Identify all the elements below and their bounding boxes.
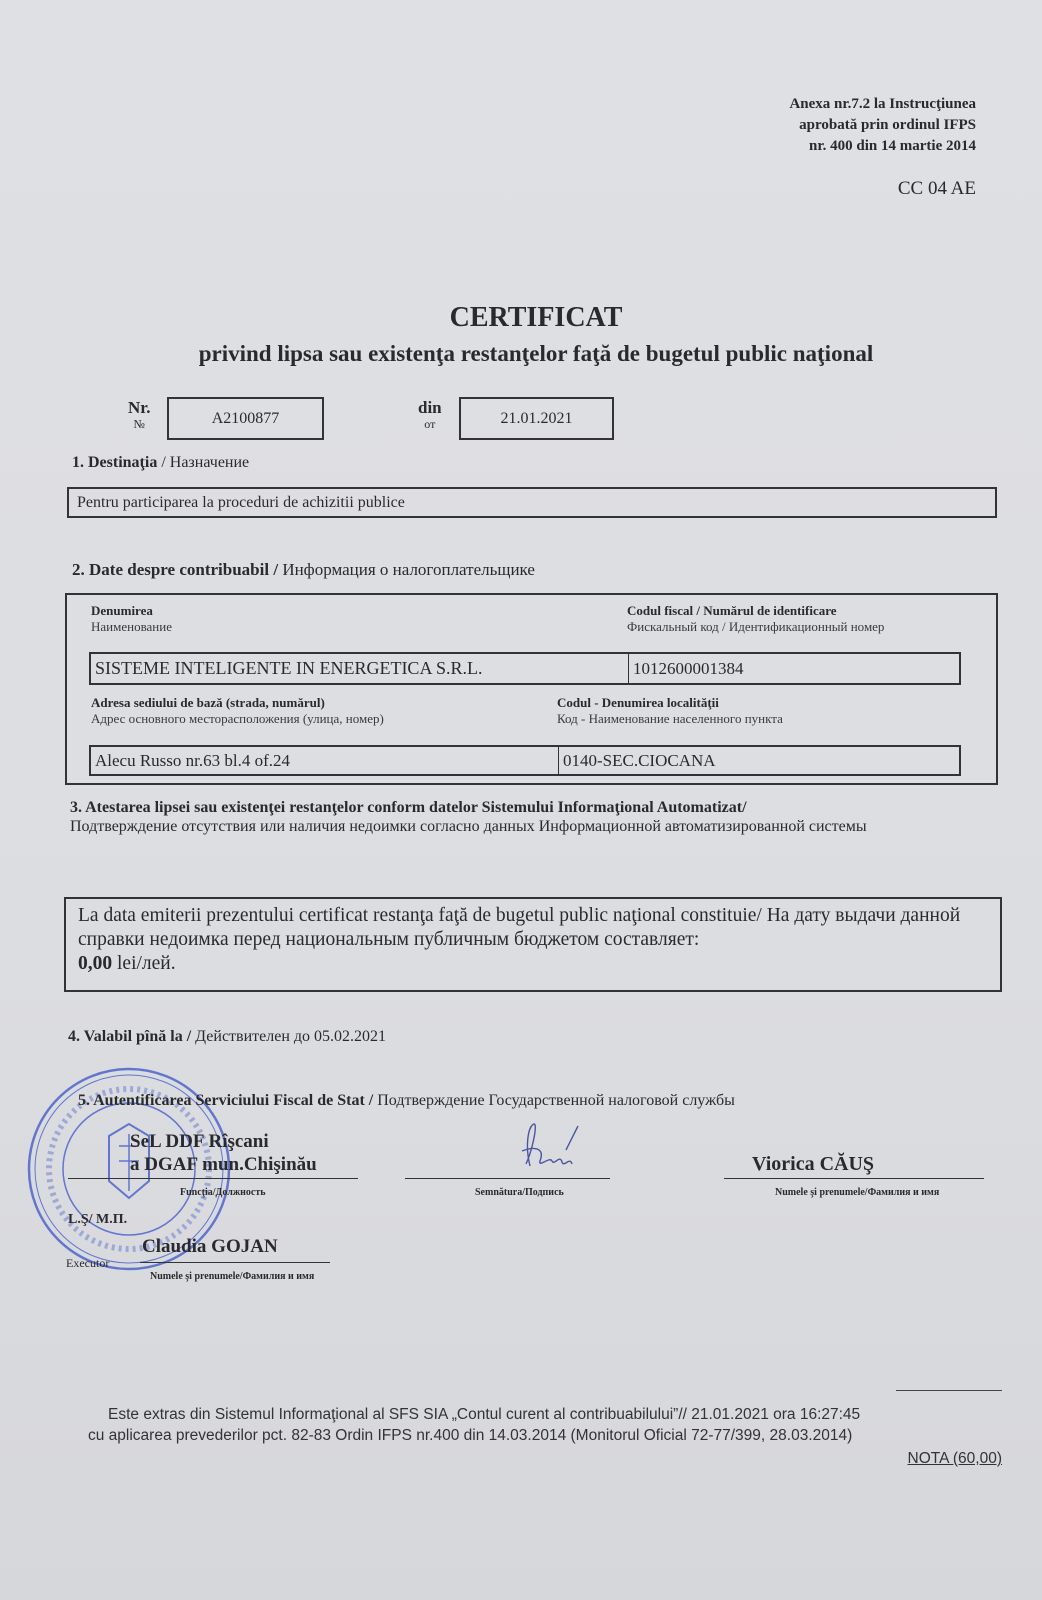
locality-value: 0140-SEC.CIOCANA [563,750,716,770]
number-label-ru: № [133,417,145,431]
locality-label-ru: Код - Наименование населенного пункта [557,711,783,726]
signature [500,1116,610,1176]
date-label-ro: din [418,398,442,417]
function-line1: SeL DDF Rîşcani [130,1131,269,1152]
annex-line: Anexa nr.7.2 la Instrucţiunea [789,96,976,112]
signature-line [405,1178,610,1179]
fiscal-label-ru: Фискальный код / Идентификационный номер [627,619,885,634]
document-title: CERTIFICAT [449,302,623,333]
certificate-date: 21.01.2021 [459,397,614,440]
address-label-ru: Адрес основного месторасположения (улица, номер) [91,711,384,726]
section2-title-ru: Информация о налогоплательщике [282,560,535,579]
currency: lei/лей. [112,953,176,974]
section4-heading [68,1027,386,1046]
taxpayer-info-box [65,593,998,785]
official-name: Viorica CĂUŞ [752,1153,875,1175]
footer-line1: Este extras din Sistemul Informaţional al SFS SIA „Contul curent al contribuabilului”// 21.01.2021 ora 16:27:45 [108,1406,861,1423]
fiscal-label: Codul fiscal / Numărul de identificare [627,603,837,618]
executor-label: Executor [66,1256,110,1270]
date-label [418,398,442,431]
section1-title: 1. Destinaţia [72,454,158,471]
seal-place-label: L.Ş/ М.П. [68,1212,128,1227]
section5-title-ru: Подтверждение Государственной налоговой службы [377,1092,735,1109]
executor-name-label: Numele şi prenumele/Фамилия и имя [150,1271,315,1282]
company-name: SISTEME INTELIGENTE IN ENERGETICA S.R.L. [91,654,629,683]
official-name-label: Numele şi prenumele/Фамилия и имя [775,1187,940,1198]
form-code: CC 04 AE [897,178,976,199]
valid-until: Действителен до 05.02.2021 [195,1028,387,1045]
section3-title-ru: Подтверждение отсутствия или наличия недоимки согласно данных Информационной автоматизированной системы [70,818,867,835]
function-line2: a DGAF mun.Chişinău [130,1154,317,1175]
annex-reference [789,94,976,157]
section5-heading [78,1091,735,1110]
nota-fee: NOTA (60,00) [907,1450,1002,1467]
address-label: Adresa sediului de bază (strada, numărul) [91,695,325,710]
debt-statement-box [64,897,1002,992]
address-row [89,745,961,776]
footer-line2: cu aplicarea prevederilor pct. 82-83 Ordin IFPS nr.400 din 14.03.2014 (Monitorul Oficial 72-77/399, 28.03.2014) [88,1427,853,1444]
annex-line: nr. 400 din 14 martie 2014 [809,138,976,154]
fiscal-code: 1012600001384 [633,658,744,678]
locality-label: Codul - Denumirea localităţii [557,695,719,710]
section4-title: 4. Valabil pînă la / [68,1028,192,1045]
document-subtitle: privind lipsa sau existenţa restanţelor faţă de bugetul public naţional [198,341,874,366]
section1-heading [72,453,249,472]
section1-title-ru: / Назначение [161,454,250,471]
signature-label: Semnătura/Подпись [475,1187,564,1198]
issuer-function [130,1130,317,1176]
official-name-line [724,1178,984,1179]
function-label: Funcţia/Должность [180,1187,266,1198]
number-label-ro: Nr. [128,398,151,417]
date-label-ru: от [424,417,436,431]
number-label [128,398,151,431]
name-row [89,652,961,685]
name-label: Denumirea [91,603,153,618]
function-line [68,1178,358,1179]
section3-title: 3. Atestarea lipsei sau existenţei restanţelor conform datelor Sistemului Informaţional Automatizat/ [70,799,747,816]
section3-heading [70,798,990,836]
section2-heading [72,560,535,579]
section5-title: 5. Autentificarea Serviciului Fiscal de Stat / [78,1092,374,1109]
address-value: Alecu Russo nr.63 bl.4 of.24 [91,747,559,774]
footer-rule [896,1390,1002,1391]
annex-line: aprobată prin ordinul IFPS [799,117,976,133]
section2-title: 2. Date despre contribuabil / [72,560,279,579]
debt-amount: 0,00 [78,953,113,974]
executor-line [140,1262,330,1263]
debt-statement: La data emiterii prezentului certificat restanţa faţă de bugetul public naţional constituie/ На дату выдачи данной справки недоимка перед национальным публичным бюджетом составляет: [78,905,961,950]
executor-name: Claudia GOJAN [142,1236,278,1257]
name-label-ru: Наименование [91,619,172,634]
certificate-number: A2100877 [167,397,324,440]
destination-value: Pentru participarea la proceduri de achizitii publice [67,487,997,518]
